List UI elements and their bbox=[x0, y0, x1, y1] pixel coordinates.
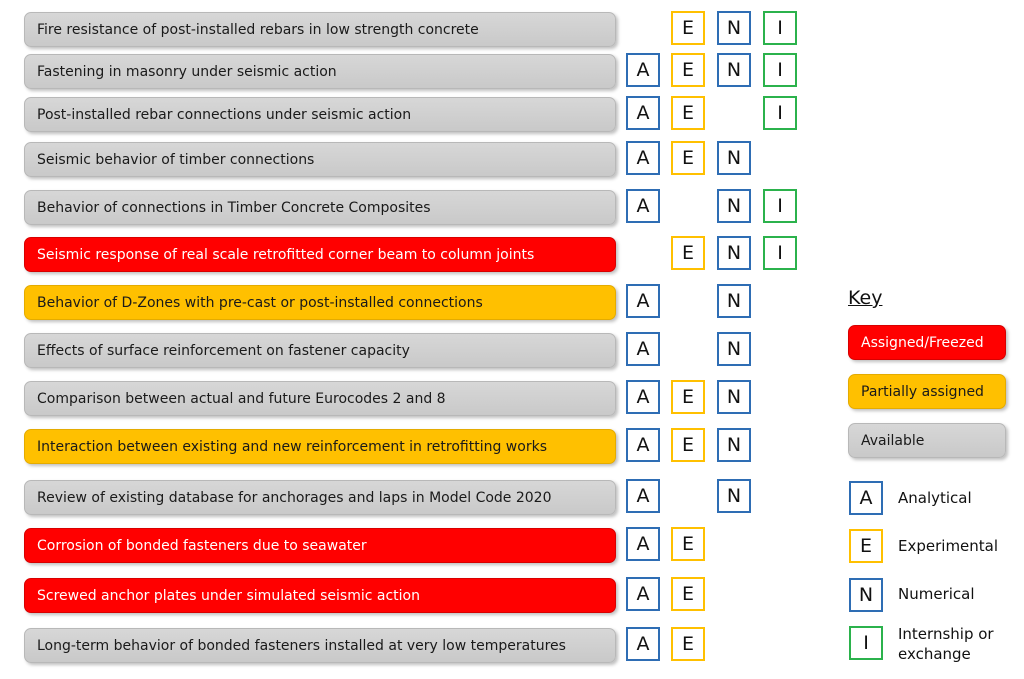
topic-bar: Review of existing database for anchorages and laps in Model Code 2020 bbox=[24, 480, 616, 515]
topic-bar: Screwed anchor plates under simulated seismic action bbox=[24, 578, 616, 613]
legend-internship-box: I bbox=[849, 626, 883, 660]
legend-analytical-label: Analytical bbox=[898, 489, 972, 507]
topic-bar: Comparison between actual and future Eurocodes 2 and 8 bbox=[24, 381, 616, 416]
topic-bar: Behavior of connections in Timber Concrete Composites bbox=[24, 190, 616, 225]
legend-experimental-label: Experimental bbox=[898, 537, 999, 555]
method-numerical-box: N bbox=[717, 284, 751, 318]
topic-bar: Effects of surface reinforcement on fastener capacity bbox=[24, 333, 616, 368]
method-analytical-box: A bbox=[626, 96, 660, 130]
method-analytical-box: A bbox=[626, 527, 660, 561]
legend-analytical-box: A bbox=[849, 481, 883, 515]
legend-available: Available bbox=[848, 423, 1006, 458]
method-analytical-box: A bbox=[626, 141, 660, 175]
legend-internship-label: Internship or exchange bbox=[898, 625, 994, 663]
method-experimental-box: E bbox=[671, 11, 705, 45]
method-experimental-box: E bbox=[671, 96, 705, 130]
method-analytical-box: A bbox=[626, 380, 660, 414]
topic-bar: Long-term behavior of bonded fasteners installed at very low temperatures bbox=[24, 628, 616, 663]
method-numerical-box: N bbox=[717, 141, 751, 175]
legend-experimental-box: E bbox=[849, 529, 883, 563]
legend-numerical-box: N bbox=[849, 578, 883, 612]
topic-bar: Post-installed rebar connections under seismic action bbox=[24, 97, 616, 132]
method-numerical-box: N bbox=[717, 380, 751, 414]
topic-bar: Interaction between existing and new reinforcement in retrofitting works bbox=[24, 429, 616, 464]
topic-bar: Behavior of D-Zones with pre-cast or post-installed connections bbox=[24, 285, 616, 320]
method-analytical-box: A bbox=[626, 284, 660, 318]
method-analytical-box: A bbox=[626, 577, 660, 611]
method-numerical-box: N bbox=[717, 479, 751, 513]
method-experimental-box: E bbox=[671, 53, 705, 87]
topic-bar: Fire resistance of post-installed rebars in low strength concrete bbox=[24, 12, 616, 47]
method-internship-box: I bbox=[763, 189, 797, 223]
topic-bar: Seismic behavior of timber connections bbox=[24, 142, 616, 177]
method-analytical-box: A bbox=[626, 428, 660, 462]
key-title: Key bbox=[848, 287, 883, 309]
method-internship-box: I bbox=[763, 11, 797, 45]
method-analytical-box: A bbox=[626, 479, 660, 513]
topic-bar: Fastening in masonry under seismic action bbox=[24, 54, 616, 89]
method-analytical-box: A bbox=[626, 332, 660, 366]
method-internship-box: I bbox=[763, 96, 797, 130]
method-internship-box: I bbox=[763, 53, 797, 87]
method-numerical-box: N bbox=[717, 189, 751, 223]
method-analytical-box: A bbox=[626, 53, 660, 87]
method-experimental-box: E bbox=[671, 527, 705, 561]
method-internship-box: I bbox=[763, 236, 797, 270]
topic-bar: Corrosion of bonded fasteners due to seawater bbox=[24, 528, 616, 563]
topic-bar: Seismic response of real scale retrofitted corner beam to column joints bbox=[24, 237, 616, 272]
method-analytical-box: A bbox=[626, 627, 660, 661]
method-numerical-box: N bbox=[717, 236, 751, 270]
method-experimental-box: E bbox=[671, 380, 705, 414]
method-numerical-box: N bbox=[717, 332, 751, 366]
legend-partially-assigned: Partially assigned bbox=[848, 374, 1006, 409]
method-experimental-box: E bbox=[671, 428, 705, 462]
legend-assigned: Assigned/Freezed bbox=[848, 325, 1006, 360]
method-numerical-box: N bbox=[717, 428, 751, 462]
method-experimental-box: E bbox=[671, 577, 705, 611]
legend-numerical-label: Numerical bbox=[898, 585, 975, 603]
method-experimental-box: E bbox=[671, 236, 705, 270]
method-analytical-box: A bbox=[626, 189, 660, 223]
method-numerical-box: N bbox=[717, 53, 751, 87]
method-experimental-box: E bbox=[671, 627, 705, 661]
method-numerical-box: N bbox=[717, 11, 751, 45]
method-experimental-box: E bbox=[671, 141, 705, 175]
